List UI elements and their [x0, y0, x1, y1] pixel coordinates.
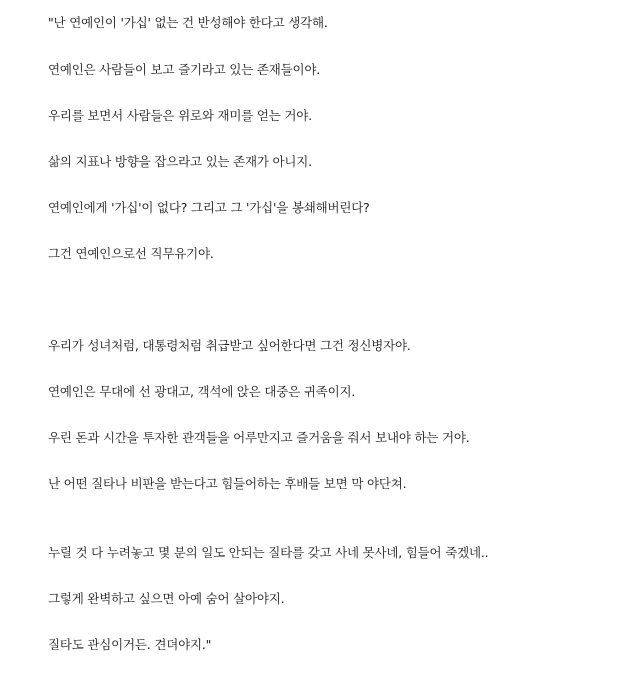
- text-line: 그렇게 완벽하고 싶으면 아예 숨어 살아야지.: [48, 591, 285, 606]
- text-line: 누릴 것 다 누려놓고 몇 분의 일도 안되는 질타를 갖고 사네 못사네, 힘들어 죽겠네..: [48, 545, 489, 560]
- text-line: 난 어떤 질타나 비판을 받는다고 힘들어하는 후배들 보면 막 야단쳐.: [48, 476, 407, 491]
- text-line: 연예인은 사람들이 보고 즐기라고 있는 존재들이야.: [48, 62, 321, 77]
- text-line: 우리가 성녀처럼, 대통령처럼 취급받고 싶어한다면 그건 정신병자야.: [48, 338, 411, 353]
- text-line: 연예인은 무대에 선 광대고, 객석에 앉은 대중은 귀족이지.: [48, 384, 356, 399]
- text-line: 그건 연예인으로선 직무유기야.: [48, 246, 214, 261]
- text-line: 우린 돈과 시간을 투자한 관객들을 어루만지고 즐거움을 줘서 보내야 하는 거야.: [48, 430, 470, 445]
- text-line: "난 연예인이 '가십' 없는 건 반성해야 한다고 생각해.: [48, 15, 328, 30]
- text-line: 질타도 관심이거든. 견뎌야지.": [48, 637, 212, 652]
- text-line: 우리를 보면서 사람들은 위로와 재미를 얻는 거야.: [48, 108, 312, 123]
- text-line: 삶의 지표나 방향을 잡으라고 있는 존재가 아니지.: [48, 154, 312, 169]
- text-line: 연예인에게 '가십'이 없다? 그리고 그 '가십'을 봉쇄해버린다?: [48, 200, 370, 215]
